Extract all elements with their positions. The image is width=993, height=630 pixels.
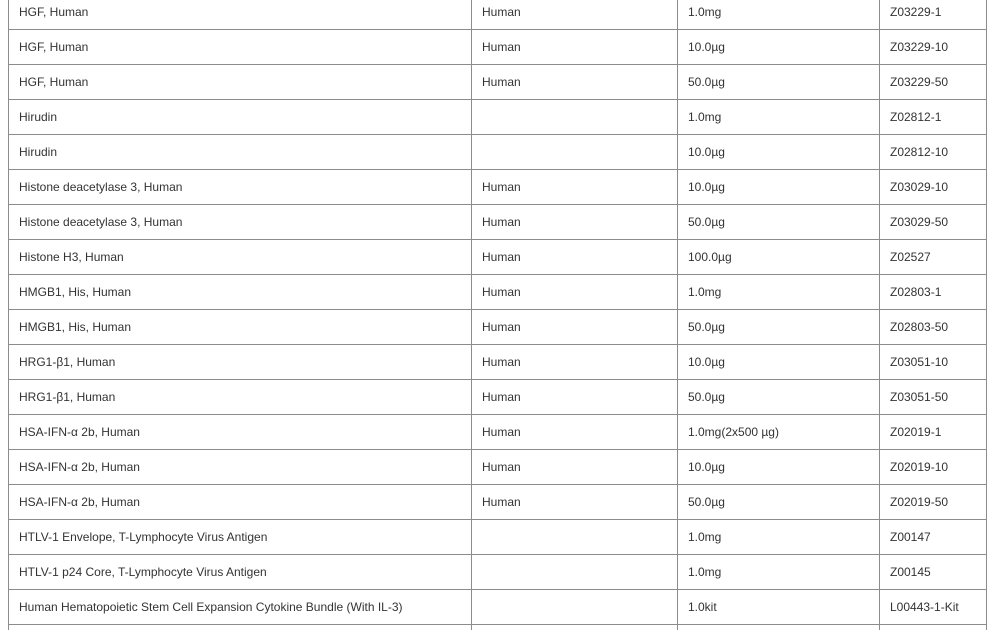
size-cell: 1.0mg xyxy=(678,0,880,30)
table-row xyxy=(9,555,987,590)
product-table-container xyxy=(8,0,986,630)
size-cell: 10.0µg xyxy=(678,450,880,485)
species-cell: Human xyxy=(472,380,678,415)
species-cell xyxy=(472,100,678,135)
catalog-number-cell: Z02019-50 xyxy=(880,485,987,520)
catalog-number-cell: Z02019-1 xyxy=(880,415,987,450)
species-cell: Human xyxy=(472,170,678,205)
species-cell: Human xyxy=(472,275,678,310)
species-cell: Human xyxy=(472,450,678,485)
product-name-cell: Hirudin xyxy=(9,100,472,135)
size-cell: 1.0mg xyxy=(678,555,880,590)
table-row xyxy=(9,625,987,630)
catalog-number-cell: Z03051-10 xyxy=(880,345,987,380)
size-cell: 1.0mg xyxy=(678,100,880,135)
species-cell xyxy=(472,135,678,170)
catalog-number-cell: Z03051-50 xyxy=(880,380,987,415)
table-row xyxy=(9,240,987,275)
product-name-cell xyxy=(9,625,472,630)
product-name-cell: HRG1-β1, Human xyxy=(9,345,472,380)
size-cell: 50.0µg xyxy=(678,485,880,520)
species-cell: Human xyxy=(472,30,678,65)
catalog-number-cell xyxy=(880,625,987,630)
product-name-cell: Histone deacetylase 3, Human xyxy=(9,170,472,205)
species-cell xyxy=(472,520,678,555)
product-name-cell: HGF, Human xyxy=(9,65,472,100)
catalog-number-cell: Z02812-1 xyxy=(880,100,987,135)
product-name-cell: HTLV-1 p24 Core, T-Lymphocyte Virus Antigen xyxy=(9,555,472,590)
species-cell: Human xyxy=(472,240,678,275)
size-cell: 10.0µg xyxy=(678,30,880,65)
catalog-number-cell: Z03029-50 xyxy=(880,205,987,240)
product-name-cell: Histone deacetylase 3, Human xyxy=(9,205,472,240)
table-row xyxy=(9,485,987,520)
catalog-number-cell: Z00147 xyxy=(880,520,987,555)
size-cell: 50.0µg xyxy=(678,310,880,345)
size-cell: 10.0µg xyxy=(678,345,880,380)
size-cell: 10.0µg xyxy=(678,170,880,205)
species-cell: Human xyxy=(472,205,678,240)
product-name-cell: Human Hematopoietic Stem Cell Expansion Cytokine Bundle (With IL-3) xyxy=(9,590,472,625)
product-name-cell: HRG1-β1, Human xyxy=(9,380,472,415)
size-cell: 10.0µg xyxy=(678,135,880,170)
table-row xyxy=(9,415,987,450)
table-row xyxy=(9,275,987,310)
product-name-cell: Hirudin xyxy=(9,135,472,170)
size-cell xyxy=(678,625,880,630)
size-cell: 1.0mg xyxy=(678,520,880,555)
size-cell: 100.0µg xyxy=(678,240,880,275)
table-row xyxy=(9,590,987,625)
product-name-cell: HSA-IFN-α 2b, Human xyxy=(9,485,472,520)
product-name-cell: HSA-IFN-α 2b, Human xyxy=(9,450,472,485)
product-name-cell: HSA-IFN-α 2b, Human xyxy=(9,415,472,450)
catalog-number-cell: L00443-1-Kit xyxy=(880,590,987,625)
table-row xyxy=(9,100,987,135)
table-row xyxy=(9,205,987,240)
catalog-number-cell: Z03229-1 xyxy=(880,0,987,30)
product-name-cell: HMGB1, His, Human xyxy=(9,310,472,345)
table-row xyxy=(9,380,987,415)
catalog-number-cell: Z02019-10 xyxy=(880,450,987,485)
product-name-cell: HTLV-1 Envelope, T-Lymphocyte Virus Antigen xyxy=(9,520,472,555)
species-cell xyxy=(472,555,678,590)
product-table xyxy=(8,0,987,630)
table-row xyxy=(9,30,987,65)
table-row xyxy=(9,345,987,380)
product-name-cell: Histone H3, Human xyxy=(9,240,472,275)
size-cell: 1.0kit xyxy=(678,590,880,625)
species-cell: Human xyxy=(472,0,678,30)
table-row xyxy=(9,170,987,205)
size-cell: 1.0mg xyxy=(678,275,880,310)
catalog-number-cell: Z02527 xyxy=(880,240,987,275)
catalog-number-cell: Z03229-10 xyxy=(880,30,987,65)
table-row xyxy=(9,65,987,100)
product-name-cell: HMGB1, His, Human xyxy=(9,275,472,310)
table-row xyxy=(9,520,987,555)
catalog-number-cell: Z03029-10 xyxy=(880,170,987,205)
table-row xyxy=(9,310,987,345)
product-name-cell: HGF, Human xyxy=(9,0,472,30)
species-cell: Human xyxy=(472,65,678,100)
catalog-number-cell: Z02803-1 xyxy=(880,275,987,310)
species-cell: Human xyxy=(472,310,678,345)
table-row xyxy=(9,135,987,170)
size-cell: 50.0µg xyxy=(678,65,880,100)
species-cell: Human xyxy=(472,415,678,450)
catalog-number-cell: Z02803-50 xyxy=(880,310,987,345)
size-cell: 1.0mg(2x500 µg) xyxy=(678,415,880,450)
species-cell: Human xyxy=(472,345,678,380)
species-cell xyxy=(472,590,678,625)
size-cell: 50.0µg xyxy=(678,380,880,415)
catalog-number-cell: Z03229-50 xyxy=(880,65,987,100)
table-row xyxy=(9,450,987,485)
product-name-cell: HGF, Human xyxy=(9,30,472,65)
catalog-number-cell: Z00145 xyxy=(880,555,987,590)
species-cell: Human xyxy=(472,485,678,520)
size-cell: 50.0µg xyxy=(678,205,880,240)
table-row xyxy=(9,0,987,30)
species-cell xyxy=(472,625,678,630)
product-table-body xyxy=(9,0,987,630)
catalog-number-cell: Z02812-10 xyxy=(880,135,987,170)
